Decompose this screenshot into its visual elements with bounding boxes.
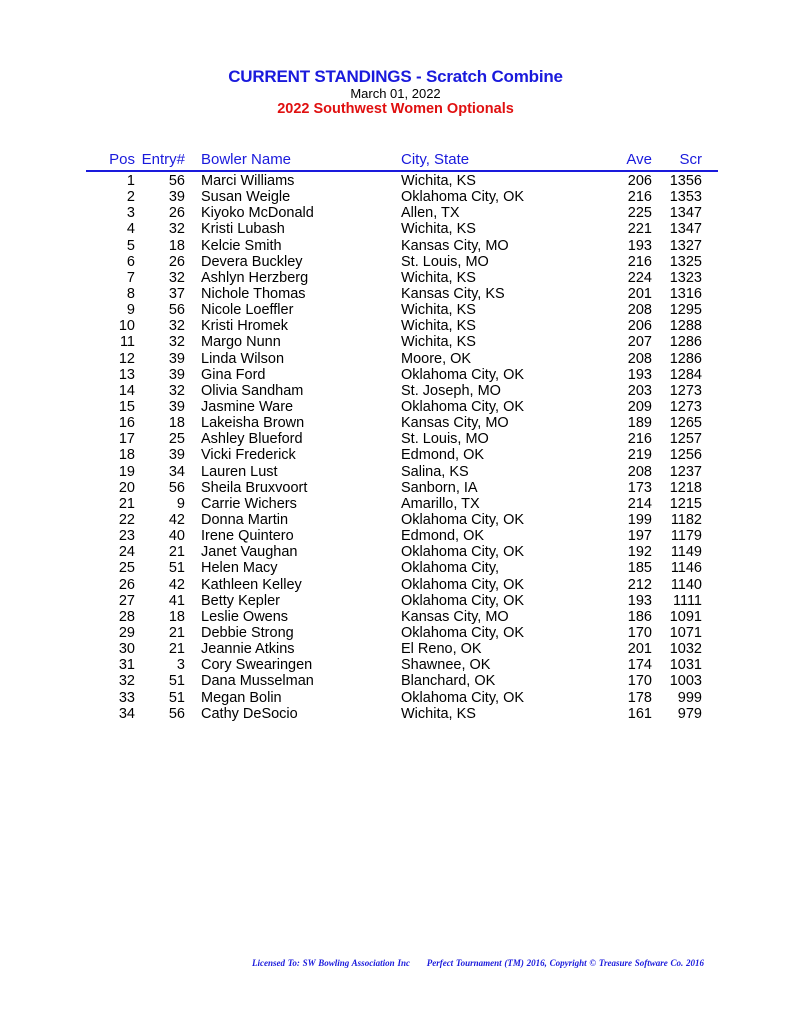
- table-row: [0, 367, 791, 383]
- cell-entry: 51: [168, 673, 185, 690]
- standings-table: [0, 173, 791, 722]
- cell-bowler-name: Jeannie Atkins: [201, 641, 295, 658]
- cell-scratch: 1215: [669, 495, 702, 512]
- cell-city-state: St. Joseph, MO: [401, 382, 501, 399]
- cell-average: 206: [627, 318, 652, 335]
- cell-city-state: Oklahoma City, OK: [401, 511, 525, 528]
- cell-entry: 39: [168, 189, 185, 206]
- table-row: [0, 625, 791, 641]
- cell-average: 209: [627, 398, 652, 415]
- table-row: [0, 238, 791, 254]
- cell-bowler-name: Kelcie Smith: [201, 237, 282, 254]
- cell-pos: 29: [118, 624, 135, 641]
- cell-pos: 6: [126, 253, 135, 270]
- cell-average: 193: [627, 237, 652, 254]
- cell-bowler-name: Marci Williams: [201, 173, 295, 189]
- table-row: [0, 641, 791, 657]
- cell-city-state: St. Louis, MO: [401, 431, 489, 448]
- cell-average: 185: [627, 560, 652, 577]
- cell-average: 189: [627, 415, 652, 432]
- cell-entry: 18: [168, 608, 185, 625]
- cell-bowler-name: Irene Quintero: [201, 528, 294, 545]
- cell-average: 216: [627, 253, 652, 270]
- cell-city-state: Blanchard, OK: [401, 673, 496, 690]
- cell-bowler-name: Linda Wilson: [201, 350, 285, 367]
- cell-entry: 21: [168, 544, 185, 561]
- cell-bowler-name: Ashlyn Herzberg: [201, 269, 309, 286]
- cell-pos: 18: [118, 447, 135, 464]
- cell-average: 219: [627, 447, 652, 464]
- cell-scratch: 1284: [669, 366, 702, 383]
- cell-city-state: Wichita, KS: [401, 221, 476, 238]
- cell-entry: 26: [168, 205, 185, 222]
- cell-bowler-name: Nichole Thomas: [201, 285, 306, 302]
- cell-average: 201: [627, 285, 652, 302]
- cell-city-state: Oklahoma City, OK: [401, 366, 525, 383]
- table-row: [0, 560, 791, 576]
- cell-pos: 11: [119, 334, 135, 351]
- cell-scratch: 1325: [669, 253, 702, 270]
- table-row: [0, 447, 791, 463]
- cell-city-state: Amarillo, TX: [401, 495, 480, 512]
- license-text: Licensed To: SW Bowling Association Inc: [252, 958, 410, 968]
- cell-scratch: 1286: [669, 350, 702, 367]
- table-row: [0, 189, 791, 205]
- table-row: [0, 302, 791, 318]
- cell-scratch: 1273: [669, 398, 702, 415]
- cell-city-state: Wichita, KS: [401, 173, 476, 189]
- cell-entry: 34: [168, 463, 185, 480]
- cell-city-state: Wichita, KS: [401, 318, 476, 335]
- cell-entry: 56: [168, 479, 185, 496]
- cell-entry: 37: [168, 285, 185, 302]
- cell-pos: 19: [118, 463, 135, 480]
- cell-pos: 16: [118, 415, 135, 432]
- cell-pos: 23: [118, 528, 135, 545]
- cell-bowler-name: Vicki Frederick: [201, 447, 296, 464]
- cell-average: 192: [627, 544, 652, 561]
- cell-pos: 10: [118, 318, 135, 335]
- table-row: [0, 205, 791, 221]
- cell-scratch: 1323: [669, 269, 702, 286]
- table-row: [0, 351, 791, 367]
- cell-pos: 4: [126, 221, 135, 238]
- cell-entry: 25: [168, 431, 185, 448]
- cell-pos: 22: [118, 511, 135, 528]
- cell-entry: 40: [168, 528, 185, 545]
- cell-average: 173: [627, 479, 652, 496]
- cell-bowler-name: Helen Macy: [201, 560, 278, 577]
- cell-city-state: Oklahoma City, OK: [401, 398, 525, 415]
- cell-average: 208: [627, 463, 652, 480]
- cell-city-state: Oklahoma City, OK: [401, 689, 525, 706]
- table-row: [0, 221, 791, 237]
- cell-pos: 5: [126, 237, 135, 254]
- table-row: [0, 431, 791, 447]
- cell-pos: 3: [126, 205, 135, 222]
- cell-scratch: 1179: [670, 528, 702, 545]
- cell-average: 193: [627, 366, 652, 383]
- cell-average: 207: [627, 334, 652, 351]
- cell-scratch: 1256: [669, 447, 702, 464]
- cell-scratch: 1091: [669, 608, 702, 625]
- cell-bowler-name: Sheila Bruxvoort: [201, 479, 308, 496]
- cell-pos: 20: [118, 479, 135, 496]
- report-date: March 01, 2022: [350, 86, 441, 101]
- cell-city-state: Kansas City, MO: [401, 415, 509, 432]
- table-row: [0, 593, 791, 609]
- cell-entry: 3: [176, 657, 185, 674]
- cell-entry: 32: [168, 334, 185, 351]
- table-row: [0, 609, 791, 625]
- cell-pos: 25: [118, 560, 135, 577]
- cell-scratch: 999: [677, 689, 702, 706]
- cell-scratch: 1286: [669, 334, 702, 351]
- cell-pos: 28: [118, 608, 135, 625]
- table-row: [0, 673, 791, 689]
- cell-entry: 42: [168, 511, 185, 528]
- cell-city-state: Moore, OK: [401, 350, 472, 367]
- cell-scratch: 1327: [669, 237, 702, 254]
- cell-bowler-name: Dana Musselman: [201, 673, 314, 690]
- cell-city-state: Oklahoma City,: [401, 560, 500, 577]
- cell-city-state: Oklahoma City, OK: [401, 189, 525, 206]
- cell-entry: 39: [168, 366, 185, 383]
- cell-scratch: 1295: [669, 302, 702, 319]
- cell-bowler-name: Carrie Wichers: [201, 495, 297, 512]
- col-header-city: City, State: [401, 151, 470, 168]
- cell-average: 174: [627, 657, 652, 674]
- cell-bowler-name: Olivia Sandham: [201, 382, 304, 399]
- cell-scratch: 1353: [669, 189, 702, 206]
- cell-bowler-name: Susan Weigle: [201, 189, 291, 206]
- cell-city-state: Wichita, KS: [401, 269, 476, 286]
- cell-entry: 18: [168, 415, 185, 432]
- table-row: [0, 318, 791, 334]
- cell-average: 170: [627, 624, 652, 641]
- cell-entry: 41: [168, 592, 185, 609]
- cell-average: 199: [627, 511, 652, 528]
- cell-scratch: 1182: [670, 511, 702, 528]
- cell-entry: 21: [168, 624, 185, 641]
- cell-city-state: El Reno, OK: [401, 641, 482, 658]
- table-row: [0, 512, 791, 528]
- cell-pos: 14: [118, 382, 135, 399]
- cell-average: 201: [627, 641, 652, 658]
- cell-bowler-name: Nicole Loeffler: [201, 302, 294, 319]
- cell-entry: 51: [168, 560, 185, 577]
- table-row: [0, 399, 791, 415]
- table-row: [0, 528, 791, 544]
- cell-pos: 17: [118, 431, 135, 448]
- cell-bowler-name: Cory Swearingen: [201, 657, 313, 674]
- cell-average: 206: [627, 173, 652, 189]
- cell-average: 170: [627, 673, 652, 690]
- cell-scratch: 1347: [669, 221, 702, 238]
- cell-bowler-name: Megan Bolin: [201, 689, 282, 706]
- cell-pos: 32: [118, 673, 135, 690]
- cell-scratch: 1071: [669, 624, 702, 641]
- cell-pos: 13: [118, 366, 135, 383]
- cell-entry: 21: [168, 641, 185, 658]
- cell-scratch: 1218: [669, 479, 702, 496]
- cell-pos: 9: [126, 302, 135, 319]
- cell-average: 178: [627, 689, 652, 706]
- cell-entry: 32: [168, 269, 185, 286]
- cell-city-state: Oklahoma City, OK: [401, 592, 525, 609]
- table-row: [0, 334, 791, 350]
- cell-average: 212: [627, 576, 652, 593]
- cell-bowler-name: Lauren Lust: [201, 463, 278, 480]
- cell-bowler-name: Margo Nunn: [201, 334, 281, 351]
- cell-average: 193: [627, 592, 652, 609]
- cell-pos: 24: [118, 544, 135, 561]
- event-name: 2022 Southwest Women Optionals: [277, 101, 514, 117]
- cell-entry: 26: [168, 253, 185, 270]
- cell-average: 216: [627, 189, 652, 206]
- cell-entry: 39: [168, 447, 185, 464]
- cell-bowler-name: Donna Martin: [201, 511, 289, 528]
- cell-bowler-name: Leslie Owens: [201, 608, 289, 625]
- cell-pos: 33: [118, 689, 135, 706]
- cell-pos: 8: [126, 285, 135, 302]
- cell-average: 161: [627, 705, 652, 722]
- cell-pos: 15: [118, 398, 135, 415]
- cell-scratch: 1257: [669, 431, 702, 448]
- cell-bowler-name: Cathy DeSocio: [201, 705, 298, 722]
- table-row: [0, 577, 791, 593]
- cell-pos: 27: [118, 592, 135, 609]
- cell-city-state: Kansas City, MO: [401, 608, 509, 625]
- cell-bowler-name: Gina Ford: [201, 366, 266, 383]
- cell-city-state: Shawnee, OK: [401, 657, 491, 674]
- cell-city-state: Allen, TX: [401, 205, 460, 222]
- cell-scratch: 1032: [669, 641, 702, 658]
- cell-entry: 56: [168, 705, 185, 722]
- table-row: [0, 496, 791, 512]
- cell-pos: 2: [126, 189, 135, 206]
- table-row: [0, 657, 791, 673]
- cell-average: 221: [627, 221, 652, 238]
- col-header-entry: Entry#: [141, 151, 185, 168]
- cell-average: 208: [627, 302, 652, 319]
- cell-scratch: 1237: [669, 463, 702, 480]
- cell-bowler-name: Kathleen Kelley: [201, 576, 302, 593]
- cell-scratch: 1140: [670, 576, 702, 593]
- table-row: [0, 173, 791, 189]
- cell-scratch: 1003: [669, 673, 702, 690]
- cell-pos: 1: [126, 173, 135, 189]
- cell-bowler-name: Jasmine Ware: [201, 398, 294, 415]
- cell-average: 225: [627, 205, 652, 222]
- cell-city-state: Oklahoma City, OK: [401, 624, 525, 641]
- table-row: [0, 415, 791, 431]
- cell-city-state: Wichita, KS: [401, 705, 476, 722]
- cell-pos: 12: [118, 350, 135, 367]
- cell-average: 224: [627, 269, 652, 286]
- table-row: [0, 544, 791, 560]
- cell-average: 214: [627, 495, 652, 512]
- table-row: [0, 270, 791, 286]
- cell-scratch: 1031: [669, 657, 702, 674]
- cell-scratch: 1273: [669, 382, 702, 399]
- col-header-name: Bowler Name: [201, 151, 292, 168]
- cell-bowler-name: Ashley Blueford: [201, 431, 303, 448]
- cell-entry: 32: [168, 318, 185, 335]
- cell-pos: 21: [118, 495, 135, 512]
- cell-bowler-name: Betty Kepler: [201, 592, 280, 609]
- cell-city-state: Wichita, KS: [401, 334, 476, 351]
- cell-scratch: 1347: [669, 205, 702, 222]
- cell-bowler-name: Debbie Strong: [201, 624, 294, 641]
- copyright-text: Perfect Tournament (TM) 2016, Copyright © Treasure Software Co. 2016: [426, 958, 705, 968]
- cell-average: 203: [627, 382, 652, 399]
- cell-pos: 30: [118, 641, 135, 658]
- col-header-pos: Pos: [109, 151, 135, 168]
- table-row: [0, 286, 791, 302]
- cell-city-state: St. Louis, MO: [401, 253, 489, 270]
- cell-scratch: 1265: [669, 415, 702, 432]
- cell-scratch: 1316: [669, 285, 702, 302]
- table-row: [0, 383, 791, 399]
- cell-scratch: 1288: [669, 318, 702, 335]
- cell-entry: 39: [168, 398, 185, 415]
- cell-entry: 18: [168, 237, 185, 254]
- col-header-ave: Ave: [626, 151, 652, 168]
- cell-scratch: 1146: [670, 560, 702, 577]
- table-row: [0, 690, 791, 706]
- footer: [252, 958, 752, 968]
- cell-entry: 56: [168, 302, 185, 319]
- cell-city-state: Kansas City, MO: [401, 237, 509, 254]
- cell-average: 186: [627, 608, 652, 625]
- cell-scratch: 979: [677, 705, 702, 722]
- table-row: [0, 254, 791, 270]
- cell-city-state: Salina, KS: [401, 463, 469, 480]
- cell-city-state: Oklahoma City, OK: [401, 576, 525, 593]
- table-row: [0, 464, 791, 480]
- cell-entry: 32: [168, 382, 185, 399]
- cell-average: 216: [627, 431, 652, 448]
- cell-bowler-name: Devera Buckley: [201, 253, 303, 270]
- col-header-scr: Scr: [679, 151, 702, 168]
- cell-bowler-name: Kristi Hromek: [201, 318, 289, 335]
- cell-entry: 42: [168, 576, 185, 593]
- cell-entry: 39: [168, 350, 185, 367]
- cell-entry: 56: [168, 173, 185, 189]
- header-divider: [86, 170, 718, 172]
- cell-bowler-name: Janet Vaughan: [201, 544, 298, 561]
- cell-pos: 7: [126, 269, 135, 286]
- cell-entry: 51: [168, 689, 185, 706]
- cell-average: 208: [627, 350, 652, 367]
- cell-city-state: Wichita, KS: [401, 302, 476, 319]
- cell-pos: 26: [118, 576, 135, 593]
- cell-pos: 31: [118, 657, 135, 674]
- cell-city-state: Kansas City, KS: [401, 285, 505, 302]
- report-title: CURRENT STANDINGS - Scratch Combine: [228, 67, 563, 86]
- cell-scratch: 1111: [672, 592, 702, 609]
- cell-average: 197: [627, 528, 652, 545]
- cell-city-state: Oklahoma City, OK: [401, 544, 525, 561]
- cell-bowler-name: Lakeisha Brown: [201, 415, 305, 432]
- cell-city-state: Edmond, OK: [401, 528, 485, 545]
- cell-entry: 9: [176, 495, 185, 512]
- table-row: [0, 706, 791, 722]
- cell-city-state: Edmond, OK: [401, 447, 485, 464]
- cell-bowler-name: Kristi Lubash: [201, 221, 285, 238]
- cell-bowler-name: Kiyoko McDonald: [201, 205, 314, 222]
- cell-pos: 34: [118, 705, 135, 722]
- cell-entry: 32: [168, 221, 185, 238]
- cell-scratch: 1356: [669, 173, 702, 189]
- cell-scratch: 1149: [670, 544, 702, 561]
- table-row: [0, 480, 791, 496]
- cell-city-state: Sanborn, IA: [401, 479, 478, 496]
